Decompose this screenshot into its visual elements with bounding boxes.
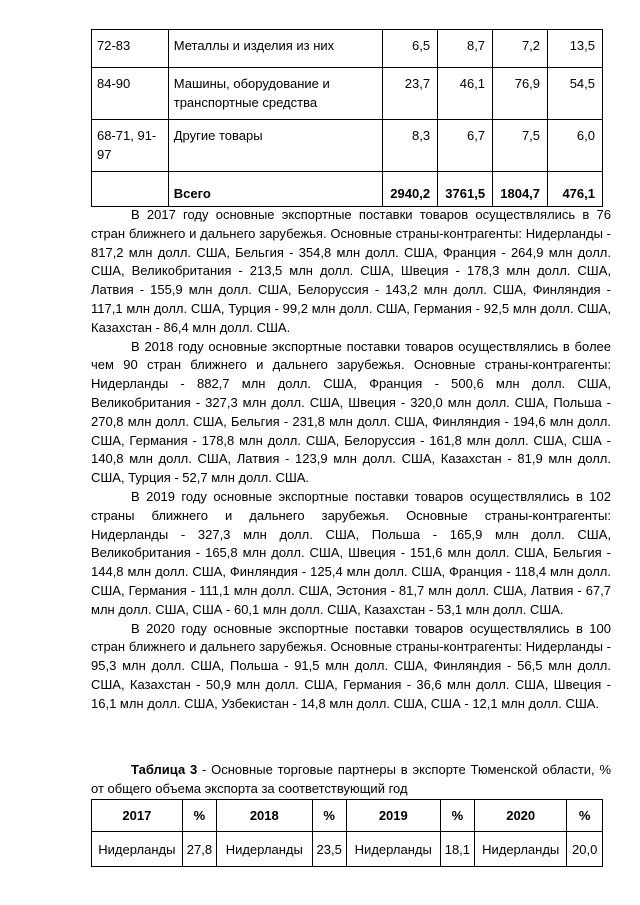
value-2020: 6,0 bbox=[548, 120, 603, 172]
commodity-code bbox=[92, 172, 169, 207]
commodity-name: Машины, оборудование и транспортные средства bbox=[168, 68, 382, 120]
commodity-code: 72-83 bbox=[92, 30, 169, 68]
trade-partners-table bbox=[91, 799, 603, 867]
paragraph-2018: В 2018 году основные экспортные поставки товаров осуществлялись в более чем 90 стран ближнего и дальнего зарубежья. Основные страны-контрагенты: Нидерланды - 882,7 млн долл. США, Франция - 500,6 млн долл. США, Великобритания - 327,3 млн долл. США, Швеция - 320,0 млн долл. США, Польша - 270,8 млн долл. США, Бельгия - 231,8 млн долл. США, Финляндия - 194,6 млн долл. США, Германия - 178,8 млн долл. США, Белоруссия - 161,8 млн долл. США, США - 140,8 млн долл. США, Латвия - 123,9 млн долл. США, Казахстан - 81,9 млн долл. США, Турция - 52,7 млн долл. США. bbox=[91, 338, 611, 486]
value-2017: 8,3 bbox=[383, 120, 438, 172]
total-2020: 476,1 bbox=[548, 172, 603, 207]
header-2019: 2019 bbox=[346, 800, 440, 832]
value-2020: 54,5 bbox=[548, 68, 603, 120]
paragraph-2020: В 2020 году основные экспортные поставки товаров осуществлялись в 100 стран ближнего и дальнего зарубежья. Основные страны-контрагенты: Нидерланды - 95,3 млн долл. США, Польша - 91,5 млн долл. США, Финляндия - 56,5 млн долл. США, Казахстан - 50,9 млн долл. США, Германия - 36,6 млн долл. США, Швеция - 16,1 млн долл. США, Узбекистан - 14,8 млн долл. США, США - 12,1 млн долл. США. bbox=[91, 620, 611, 711]
value-2018: 6,7 bbox=[438, 120, 493, 172]
table3-caption-label: Таблица 3 bbox=[131, 762, 198, 777]
country-2017: Нидерланды bbox=[92, 832, 183, 867]
total-label: Всего bbox=[168, 172, 382, 207]
share-2017: 27,8 bbox=[182, 832, 216, 867]
header-2020: 2020 bbox=[475, 800, 567, 832]
table3-caption-text: - Основные торговые партнеры в экспорте Тюменской области, % от общего объема экспорта за соответствующий год bbox=[91, 762, 612, 796]
share-2019: 18,1 bbox=[440, 832, 474, 867]
value-2017: 23,7 bbox=[383, 68, 438, 120]
share-2018: 23,5 bbox=[312, 832, 346, 867]
body-text bbox=[91, 206, 611, 714]
paragraph-2017: В 2017 году основные экспортные поставки товаров осуществлялись в 76 стран ближнего и дальнего зарубежья. Основные страны-контрагенты: Нидерланды - 817,2 млн долл. США, Бельгия - 354,8 млн долл. США, Франция - 264,9 млн долл. США, Великобритания - 213,5 млн долл. США, Швеция - 178,3 млн долл. США, Латвия - 155,9 млн долл. США, Белоруссия - 143,2 млн долл. США, Финляндия - 117,1 млн долл. США, Турция - 99,2 млн долл. США, Германия - 92,5 млн долл. США, Казахстан - 86,4 млн долл. США. bbox=[91, 207, 611, 335]
value-2019: 76,9 bbox=[493, 68, 548, 120]
header-percent: % bbox=[567, 800, 603, 832]
paragraph-2019: В 2019 году основные экспортные поставки товаров осуществлялись в 102 страны ближнего и дальнего зарубежья. Основные страны-контрагенты: Нидерланды - 327,3 млн долл. США, Польша - 165,9 млн долл. США, Великобритания - 165,8 млн долл. США, Швеция - 151,6 млн долл. США, Бельгия - 144,8 млн долл. США, Финляндия - 125,4 млн долл. США, Франция - 118,4 млн долл. США, Германия - 111,1 млн долл. США, Эстония - 81,7 млн долл. США, Латвия - 67,7 млн долл. США, США - 60,1 млн долл. США, Казахстан - 53,1 млн долл. США. bbox=[91, 488, 611, 617]
header-percent: % bbox=[312, 800, 346, 832]
table-row-total bbox=[92, 172, 603, 207]
table-row bbox=[92, 30, 603, 68]
value-2020: 13,5 bbox=[548, 30, 603, 68]
table-row bbox=[92, 68, 603, 120]
table3-caption bbox=[91, 760, 611, 798]
commodity-code: 84-90 bbox=[92, 68, 169, 120]
value-2018: 46,1 bbox=[438, 68, 493, 120]
country-2019: Нидерланды bbox=[346, 832, 440, 867]
total-2019: 1804,7 bbox=[493, 172, 548, 207]
commodity-name: Другие товары bbox=[168, 120, 382, 172]
export-commodity-table bbox=[91, 29, 603, 207]
value-2019: 7,2 bbox=[493, 30, 548, 68]
header-2018: 2018 bbox=[217, 800, 312, 832]
table-header-row bbox=[92, 800, 603, 832]
header-percent: % bbox=[440, 800, 474, 832]
table-row bbox=[92, 120, 603, 172]
commodity-name: Металлы и изделия из них bbox=[168, 30, 382, 68]
value-2019: 7,5 bbox=[493, 120, 548, 172]
value-2017: 6,5 bbox=[383, 30, 438, 68]
value-2018: 8,7 bbox=[438, 30, 493, 68]
header-2017: 2017 bbox=[92, 800, 183, 832]
header-percent: % bbox=[182, 800, 216, 832]
country-2020: Нидерланды bbox=[475, 832, 567, 867]
total-2017: 2940,2 bbox=[383, 172, 438, 207]
total-2018: 3761,5 bbox=[438, 172, 493, 207]
share-2020: 20,0 bbox=[567, 832, 603, 867]
country-2018: Нидерланды bbox=[217, 832, 312, 867]
table-row bbox=[92, 832, 603, 867]
commodity-code: 68-71, 91-97 bbox=[92, 120, 169, 172]
